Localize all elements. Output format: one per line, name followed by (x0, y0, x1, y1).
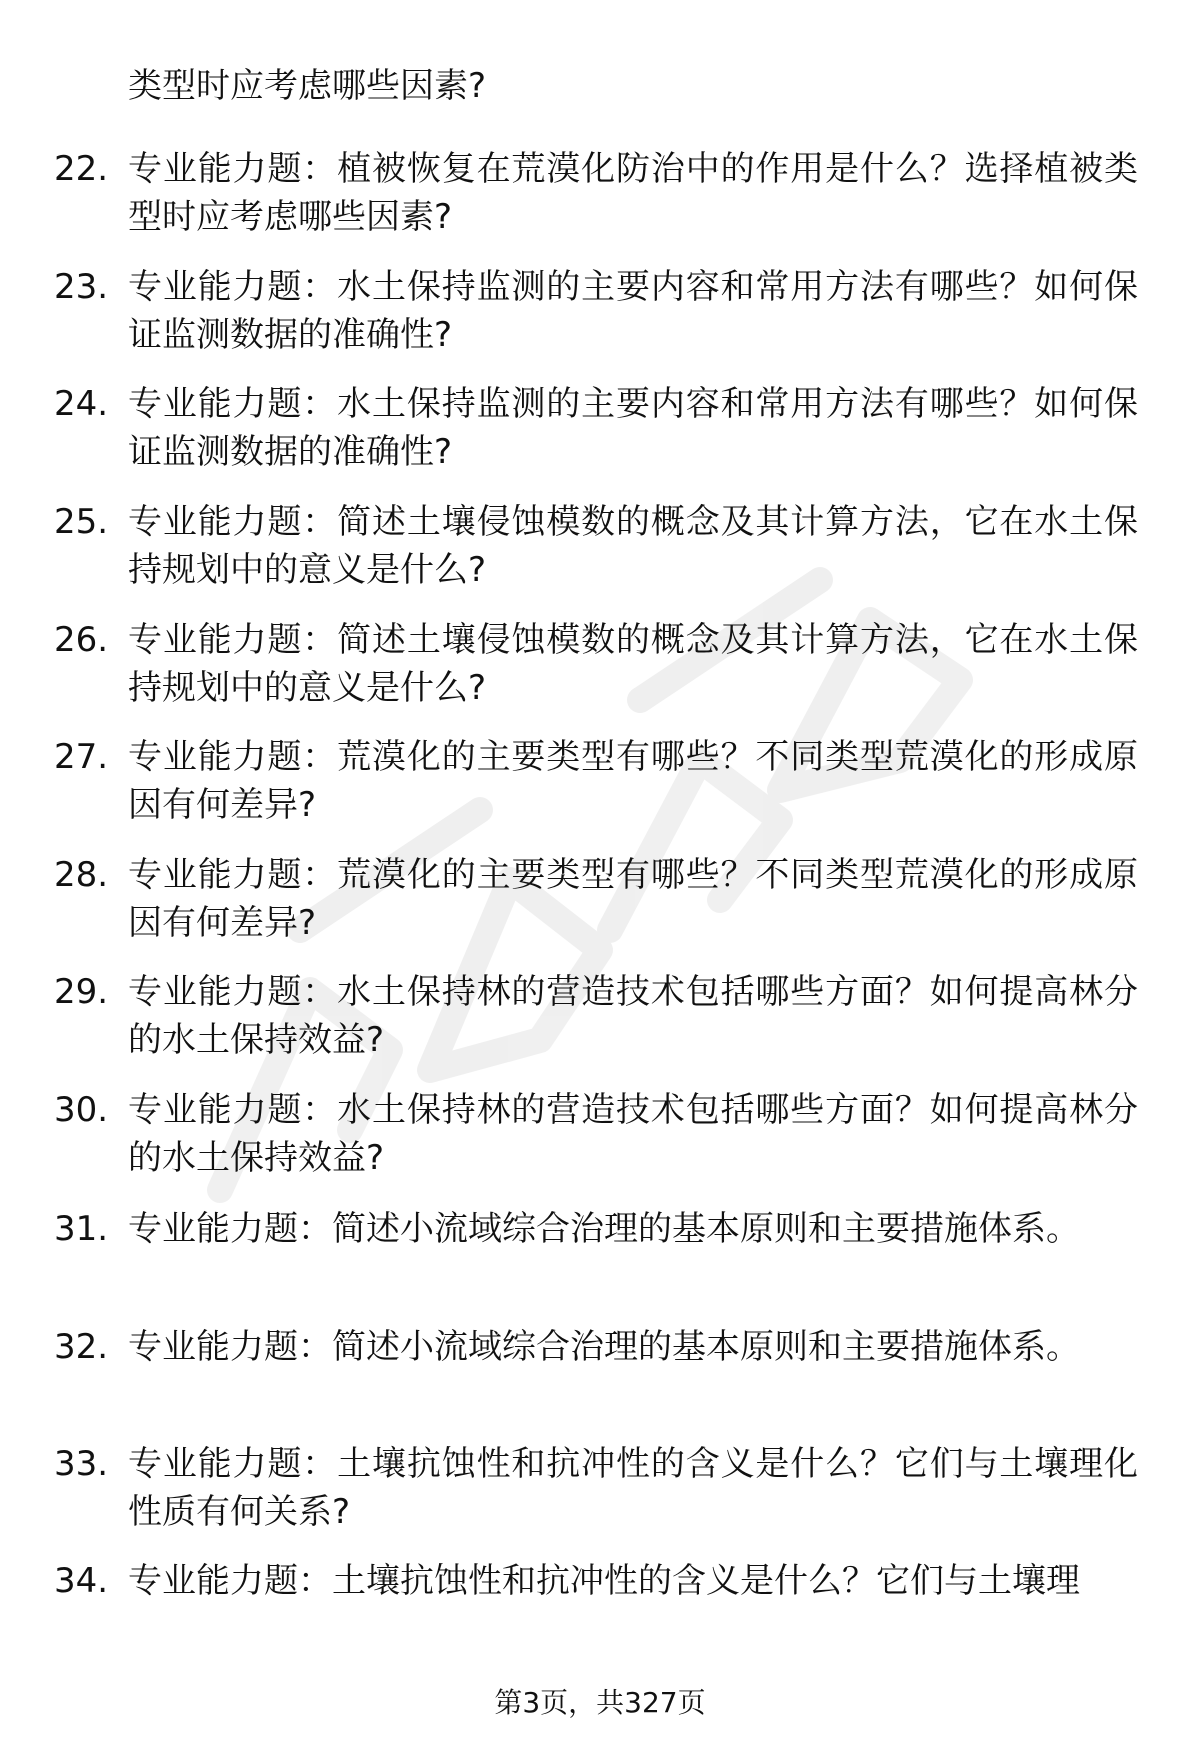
question-text: 专业能力题：水土保持林的营造技术包括哪些方面？如何提高林分的水土保持效益? (128, 972, 1138, 1060)
question-text: 专业能力题：简述土壤侵蚀模数的概念及其计算方法，它在水土保持规划中的意义是什么? (128, 502, 1138, 590)
question-number: 26. (54, 620, 109, 660)
question-number: 23. (54, 267, 109, 307)
question-text: 专业能力题：简述小流域综合治理的基本原则和主要措施体系。 (128, 1209, 1080, 1249)
question-text: 专业能力题：水土保持监测的主要内容和常用方法有哪些？如何保证监测数据的准确性? (128, 384, 1138, 472)
question-number: 22. (54, 149, 109, 189)
question-item (0, 1323, 1200, 1371)
question-item (0, 380, 1200, 476)
question-item (0, 263, 1200, 359)
question-item (0, 968, 1200, 1064)
question-text: 专业能力题：植被恢复在荒漠化防治中的作用是什么？选择植被类型时应考虑哪些因素? (128, 149, 1138, 237)
page-footer: 第3页，共327页 (494, 1686, 706, 1719)
question-number: 34. (54, 1561, 109, 1601)
question-item (0, 1205, 1200, 1253)
question-text: 专业能力题：荒漠化的主要类型有哪些？不同类型荒漠化的形成原因有何差异? (128, 737, 1138, 825)
question-item (0, 733, 1200, 829)
question-text: 专业能力题：水土保持林的营造技术包括哪些方面？如何提高林分的水土保持效益? (128, 1090, 1138, 1178)
question-item (0, 616, 1200, 712)
question-number: 33. (54, 1444, 109, 1484)
question-number: 27. (54, 737, 109, 777)
question-text: 专业能力题：简述土壤侵蚀模数的概念及其计算方法，它在水土保持规划中的意义是什么? (128, 620, 1138, 708)
question-text: 专业能力题：简述小流域综合治理的基本原则和主要措施体系。 (128, 1327, 1080, 1367)
question-text: 专业能力题：水土保持监测的主要内容和常用方法有哪些？如何保证监测数据的准确性? (128, 267, 1138, 355)
question-number: 28. (54, 855, 109, 895)
question-item (0, 1086, 1200, 1182)
question-item (0, 851, 1200, 947)
question-item (0, 498, 1200, 594)
question-item (0, 145, 1200, 241)
question-text: 专业能力题：荒漠化的主要类型有哪些？不同类型荒漠化的形成原因有何差异? (128, 855, 1138, 943)
question-number: 30. (54, 1090, 109, 1130)
question-number: 25. (54, 502, 109, 542)
question-item (0, 1440, 1200, 1536)
question-item (0, 1557, 1200, 1605)
question-number: 24. (54, 384, 109, 424)
continuation-text: 类型时应考虑哪些因素? (128, 66, 487, 106)
question-number: 31. (54, 1209, 109, 1249)
question-number: 32. (54, 1327, 109, 1367)
question-number: 29. (54, 972, 109, 1012)
question-text: 专业能力题：土壤抗蚀性和抗冲性的含义是什么？它们与土壤理化性质有何关系? (128, 1444, 1138, 1532)
question-text: 专业能力题：土壤抗蚀性和抗冲性的含义是什么？它们与土壤理 (128, 1561, 1080, 1601)
